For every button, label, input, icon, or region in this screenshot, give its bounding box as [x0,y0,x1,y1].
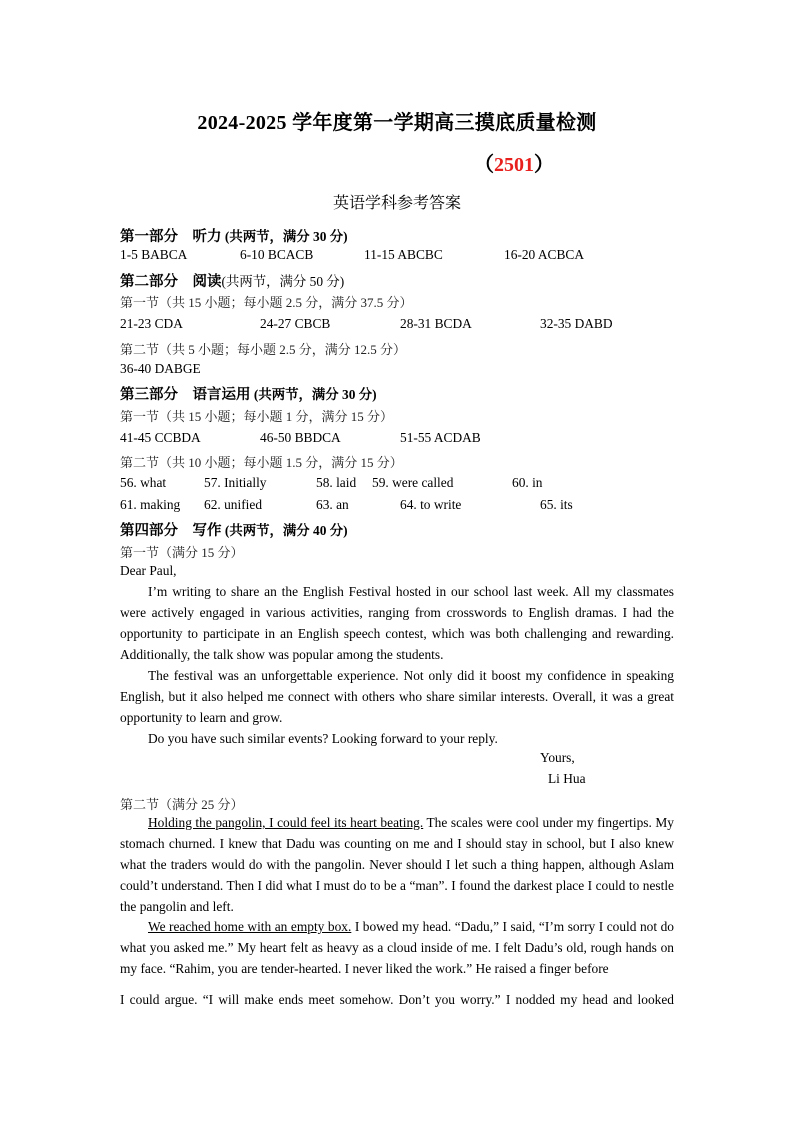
answer-group: 28-31 BCDA [400,316,472,331]
story-paragraph-2 [120,916,674,979]
letter-signature: Li Hua [548,771,586,786]
part2-heading: 第二部分 阅读 [120,273,222,290]
answer-item: 60. in [512,475,543,490]
part1-heading: 第一部分 听力 [120,228,222,245]
answer-group: 41-45 CCBDA [120,430,201,445]
part1-points: (共两节，满分 30 分) [224,229,348,244]
answer-group: 32-35 DABD [540,316,613,331]
answer-group: 1-5 BABCA [120,247,188,262]
answer-group: 6-10 BCACB [240,247,314,262]
story-paragraph-1-opening: Holding the pangolin, I could feel its heart beating. [148,815,424,830]
exam-code [474,148,554,177]
answer-item: 56. what [120,475,167,490]
document-title: 2024-2025 学年度第一学期高三摸底质量检测 [197,112,597,134]
letter-paragraph-1: I’m writing to share an the English Festival hosted in our school last week. All my classmates were actively engaged in various activities, ranging from crosswords to English dramas. I had the opportunity to participate in an English speech contest, which was both challenging and rewarding. Additionally, the talk show was popular among the students. [120,584,674,662]
answer-item: 58. laid [316,475,357,490]
answer-group: 16-20 ACBCA [504,247,584,262]
code-close-paren: ） [534,154,554,176]
part4-heading: 第四部分 写作 [120,522,222,539]
part3-points: (共两节，满分 30 分) [253,387,377,402]
answer-item: 61. making [120,497,181,512]
part3-section2-label: 第二节（共 10 小题；每小题 1.5 分，满分 15 分） [120,455,403,470]
answer-item: 64. to write [400,497,462,512]
part4-points: (共两节，满分 40 分) [224,523,348,538]
part3-heading-line [120,383,377,404]
answer-item: 65. its [540,497,573,512]
story-paragraph-2-body: I bowed my head. “Dadu,” I said, “I’m sorry I could not do what you asked me.” My heart felt as heavy as a cloud inside of me. I felt Dadu’s old, rough hands on my face. “Rahim, you are tender-hearted. I never liked the work.” He raised a finger before [120,919,674,976]
letter-closing: Yours, [540,750,575,765]
letter-paragraph-3: Do you have such similar events? Looking forward to your reply. [148,731,498,746]
part2-section2-label: 第二节（共 5 小题；每小题 2.5 分，满分 12.5 分） [120,342,407,357]
answer-group: 21-23 CDA [120,316,183,331]
part4-section2-label: 第二节（满分 25 分） [120,797,244,812]
part3-heading: 第三部分 语言运用 [120,386,251,403]
answer-group: 24-27 CBCB [260,316,331,331]
part2-section1-label: 第一节（共 15 小题；每小题 2.5 分，满分 37.5 分） [120,295,413,310]
letter-paragraph-2: The festival was an unforgettable experience. Not only did it boost my confidence in speaking English, but it also helped me connect with others who share similar interests. Overall, it was a great opportunity to learn and grow. [120,668,674,725]
part2-points: (共两节，满分 50 分) [221,274,345,289]
exam-code-number: 2501 [494,154,534,176]
part4-heading-line [120,519,348,540]
answer-group: 36-40 DABGE [120,361,201,376]
part4-section1-label: 第一节（满分 15 分） [120,545,244,560]
part1-heading-line [120,225,348,246]
code-open-paren: （ [474,154,494,176]
story-paragraph-2-continued: I could argue. “I will make ends meet somehow. Don’t you worry.” I nodded my head and looked [120,992,674,1007]
letter-salutation: Dear Paul, [120,563,177,578]
story-paragraph-1 [120,812,674,917]
answer-item: 62. unified [204,497,263,512]
answer-group: 46-50 BBDCA [260,430,341,445]
part2-heading-line [120,270,344,291]
answer-item: 59. were called [372,475,454,490]
story-paragraph-1-body: The scales were cool under my fingertips. My stomach churned. I knew that Dadu was counting on me and I should stay in school, but I also knew what the traders would do with the pangolin. Never should I let such a thing happen, although Aslam could’t understand. Then I did what I must do to be a “man”. I found the darkest place I could to nestle the pangolin and left. [120,815,674,914]
answer-item: 63. an [316,497,349,512]
answer-group: 11-15 ABCBC [364,247,443,262]
answer-group: 51-55 ACDAB [400,430,481,445]
story-paragraph-2-opening: We reached home with an empty box. [148,919,352,934]
answer-item: 57. Initially [204,475,267,490]
subject-title: 英语学科参考答案 [332,193,461,212]
part3-section1-label: 第一节（共 15 小题；每小题 1 分，满分 15 分） [120,409,394,424]
